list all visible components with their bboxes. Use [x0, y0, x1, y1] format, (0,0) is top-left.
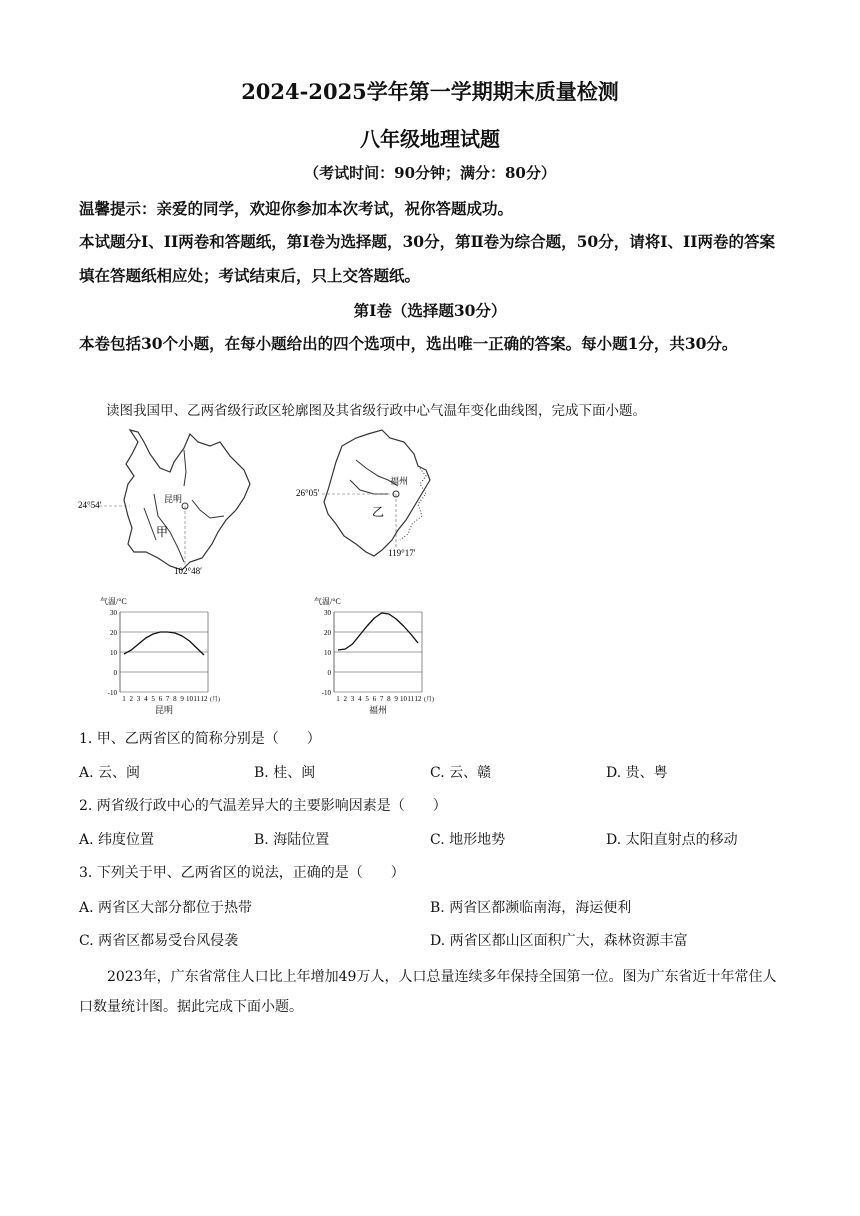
question-1-stem: 1. 甲、乙两省区的简称分别是（ ） [79, 731, 321, 747]
chart-xtick-label: 6 [158, 695, 163, 703]
city-label-fuzhou: 福州 [390, 476, 409, 486]
chart-xtick-label: 5 [151, 695, 155, 703]
temperature-line [338, 613, 418, 650]
chart-ytick-label: 20 [110, 629, 117, 637]
group1-intro: 读图我国甲、乙两省级行政区轮廓图及其省级行政中心气温年变化曲线图，完成下面小题。 [106, 403, 646, 419]
chart-xtick-label: 4 [144, 695, 148, 703]
chart-ytick-label: -10 [107, 689, 117, 697]
question-1-option-c[interactable]: C. 云、赣 [430, 765, 492, 781]
chart-ytick-label: -10 [321, 689, 331, 697]
lon-label-right: 119°17′ [388, 548, 416, 558]
exam-title: 2024-2025学年第一学期期末质量检测 [241, 79, 619, 104]
chart-xtick-label: 12 [200, 695, 208, 703]
question-3-stem: 3. 下列关于甲、乙两省区的说法，正确的是（ ） [79, 865, 405, 881]
chart-xlabel: (月) [424, 697, 434, 703]
chart-xtick-label: 6 [372, 695, 377, 703]
chart-xtick-label: 9 [180, 695, 184, 703]
question-3-option-d[interactable]: D. 两省区都山区面积广大，森林资源丰富 [430, 933, 688, 949]
province-yi-outline [324, 430, 430, 556]
chart-xtick-label: 5 [365, 695, 369, 703]
section-heading: 第Ⅰ卷（选择题30分） [353, 301, 507, 320]
chart-xtick-label: 12 [414, 695, 422, 703]
province-jia-outline [124, 430, 250, 570]
question-2-option-b[interactable]: B. 海陆位置 [254, 832, 330, 848]
chart-ytick-label: 30 [324, 609, 331, 617]
chart-xtick-label: 1 [336, 695, 340, 703]
question-1-option-b[interactable]: B. 桂、闽 [254, 765, 316, 781]
province-label-yi: 乙 [372, 505, 385, 519]
question-2-option-a[interactable]: A. 纬度位置 [79, 832, 155, 848]
chart-ytick-label: 30 [110, 609, 117, 617]
chart-xtick-label: 7 [165, 695, 170, 703]
chart-xtick-label: 7 [379, 695, 384, 703]
chart-title: 福州 [368, 705, 388, 715]
question-3-option-c[interactable]: C. 两省区都易受台风侵袭 [79, 933, 239, 949]
question-2-option-d[interactable]: D. 太阳直射点的移动 [606, 832, 738, 848]
question-1-option-a[interactable]: A. 云、闽 [79, 765, 141, 781]
province-jia-map [74, 424, 264, 580]
chart-xtick-label: 10 [185, 695, 193, 703]
chart-xtick-label: 11 [193, 695, 201, 703]
chart-xtick-label: 3 [136, 695, 141, 703]
notice-tip: 温馨提示：亲爱的同学，欢迎你参加本次考试，祝你答题成功。 [79, 199, 514, 218]
fuzhou-temperature-chart [314, 594, 444, 720]
chart-xtick-label: 8 [387, 695, 391, 703]
question-2-stem: 2. 两省级行政中心的气温差异大的主要影响因素是（ ） [79, 798, 447, 814]
chart-ytick-label: 0 [113, 669, 117, 677]
lat-label-right: 26°05′ [296, 488, 320, 498]
chart-ylabel: 气温/°C [100, 597, 127, 606]
chart-xtick-label: 8 [173, 695, 177, 703]
chart-ytick-label: 10 [110, 649, 117, 657]
chart-title: 昆明 [154, 705, 174, 715]
question-3-option-a[interactable]: A. 两省区大部分都位于热带 [79, 900, 253, 916]
chart-ytick-label: 0 [327, 669, 331, 677]
lon-label-left: 102°48′ [174, 566, 203, 576]
lat-label-left: 24°54′ [78, 500, 102, 510]
chart-xtick-label: 11 [407, 695, 415, 703]
question-1-option-d[interactable]: D. 贵、粤 [606, 765, 668, 781]
chart-xtick-label: 4 [358, 695, 362, 703]
chart-xtick-label: 9 [394, 695, 398, 703]
question-3-option-b[interactable]: B. 两省区都濒临南海，海运便利 [430, 900, 632, 916]
notice-instructions: 本试题分I、II两卷和答题纸，第Ⅰ卷为选择题，30分，第Ⅱ卷为综合题，50分，请将I、II两卷的答案填在答题纸相应处；考试结束后，只上交答题纸。 [79, 232, 775, 285]
city-label-kunming: 昆明 [164, 494, 183, 504]
chart-xlabel: (月) [210, 697, 220, 703]
chart-xtick-label: 2 [129, 695, 134, 703]
exam-info: （考试时间：90分钟；满分：80分） [304, 164, 556, 182]
exam-subject-title: 八年级地理试题 [360, 127, 500, 151]
section-description: 本卷包括30个小题，在每小题给出的四个选项中，选出唯一正确的答案。每小题1分，共30分。 [79, 334, 738, 353]
chart-ylabel: 气温/°C [314, 597, 341, 606]
chart-ytick-label: 20 [324, 629, 331, 637]
chart-xtick-label: 2 [343, 695, 348, 703]
chart-xtick-label: 1 [122, 695, 126, 703]
chart-ytick-label: 10 [324, 649, 331, 657]
chart-xtick-label: 3 [350, 695, 355, 703]
province-yi-map [294, 424, 464, 580]
kunming-temperature-chart [100, 594, 230, 720]
question-2-option-c[interactable]: C. 地形地势 [430, 832, 506, 848]
province-label-jia: 甲 [156, 525, 169, 539]
group2-intro: 2023年，广东省常住人口比上年增加49万人，人口总量连续多年保持全国第一位。图为广东省近十年常住人口数量统计图。据此完成下面小题。 [79, 969, 777, 1015]
chart-xtick-label: 10 [399, 695, 407, 703]
temperature-line [124, 632, 204, 655]
